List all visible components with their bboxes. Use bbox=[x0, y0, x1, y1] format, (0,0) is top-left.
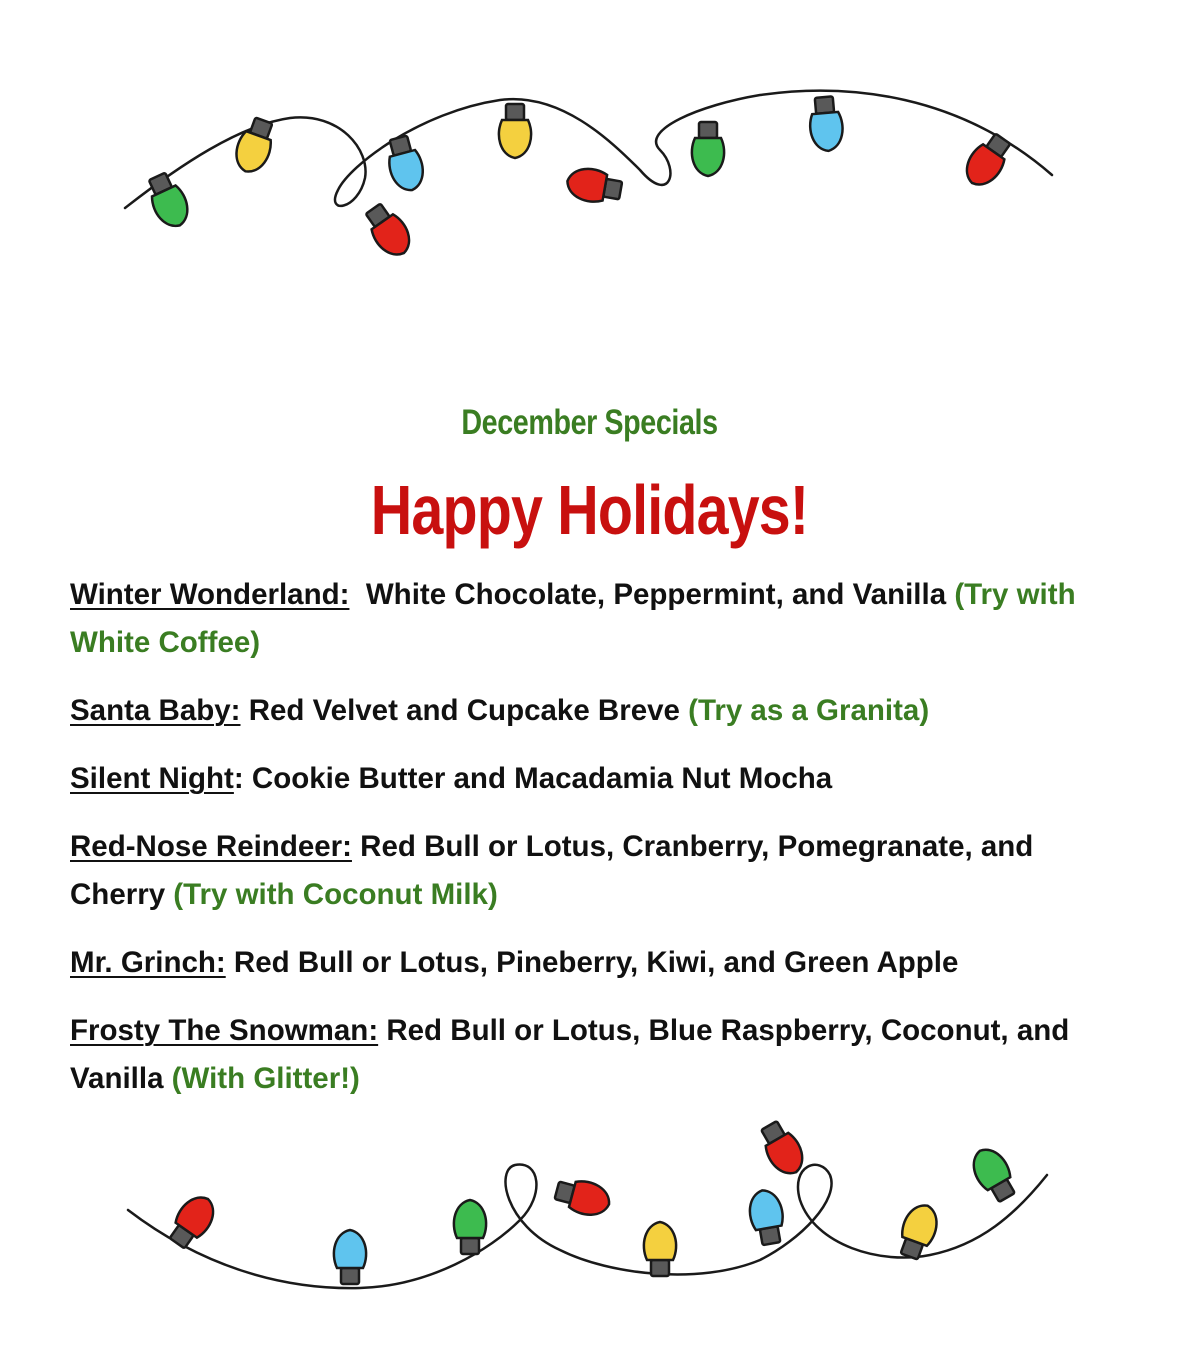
page-title: Happy Holidays! bbox=[370, 471, 809, 549]
menu-item-separator bbox=[349, 578, 365, 611]
menu-item-name: Winter Wonderland: bbox=[70, 578, 350, 611]
menu-item-name: Red-Nose Reindeer: bbox=[70, 830, 352, 863]
menu-item-note: (Try with Coconut Milk) bbox=[173, 878, 498, 911]
menu-item-separator bbox=[226, 946, 234, 979]
menu-item-note: (Try as a Granita) bbox=[688, 694, 930, 727]
menu-item-description: Red Velvet and Cupcake Breve bbox=[248, 694, 689, 727]
menu-item-winter-wonderland bbox=[70, 571, 1130, 667]
menu-item-santa-baby bbox=[70, 687, 1130, 735]
menu-item-description: White Chocolate, Peppermint, and Vanilla bbox=[365, 578, 955, 611]
menu-item-note: (With Glitter!) bbox=[171, 1062, 360, 1095]
menu-item-description: Red Bull or Lotus, Blue Raspberry, Coconut, and Vanilla bbox=[70, 1014, 1070, 1095]
christmas-lights-bottom-icon bbox=[0, 1105, 1179, 1305]
page-subtitle: December Specials bbox=[461, 403, 718, 442]
menu-item-name: Silent Night bbox=[70, 762, 234, 795]
menu-item-description: Red Bull or Lotus, Cranberry, Pomegranate, and Cherry bbox=[70, 830, 1034, 911]
menu-item-silent-night bbox=[70, 755, 1130, 803]
menu-item-separator bbox=[241, 694, 249, 727]
christmas-lights-top-icon bbox=[0, 60, 1179, 290]
menu-item-red-nose-reindeer bbox=[70, 823, 1130, 919]
menu-item-frosty-the-snowman bbox=[70, 1007, 1130, 1103]
menu-item-mr-grinch bbox=[70, 939, 1130, 987]
menu-item-name: Frosty The Snowman: bbox=[70, 1014, 379, 1047]
menu-item-separator: : bbox=[233, 762, 252, 795]
menu-item-note: (Try with White Coffee) bbox=[70, 578, 1076, 659]
menu-item-name: Santa Baby: bbox=[70, 694, 241, 727]
menu-item-description: Cookie Butter and Macadamia Nut Mocha bbox=[251, 762, 833, 795]
specials-list bbox=[70, 571, 1130, 1123]
menu-item-description: Red Bull or Lotus, Pineberry, Kiwi, and Green Apple bbox=[233, 946, 959, 979]
menu-item-separator bbox=[352, 830, 360, 863]
menu-item-name: Mr. Grinch: bbox=[70, 946, 226, 979]
